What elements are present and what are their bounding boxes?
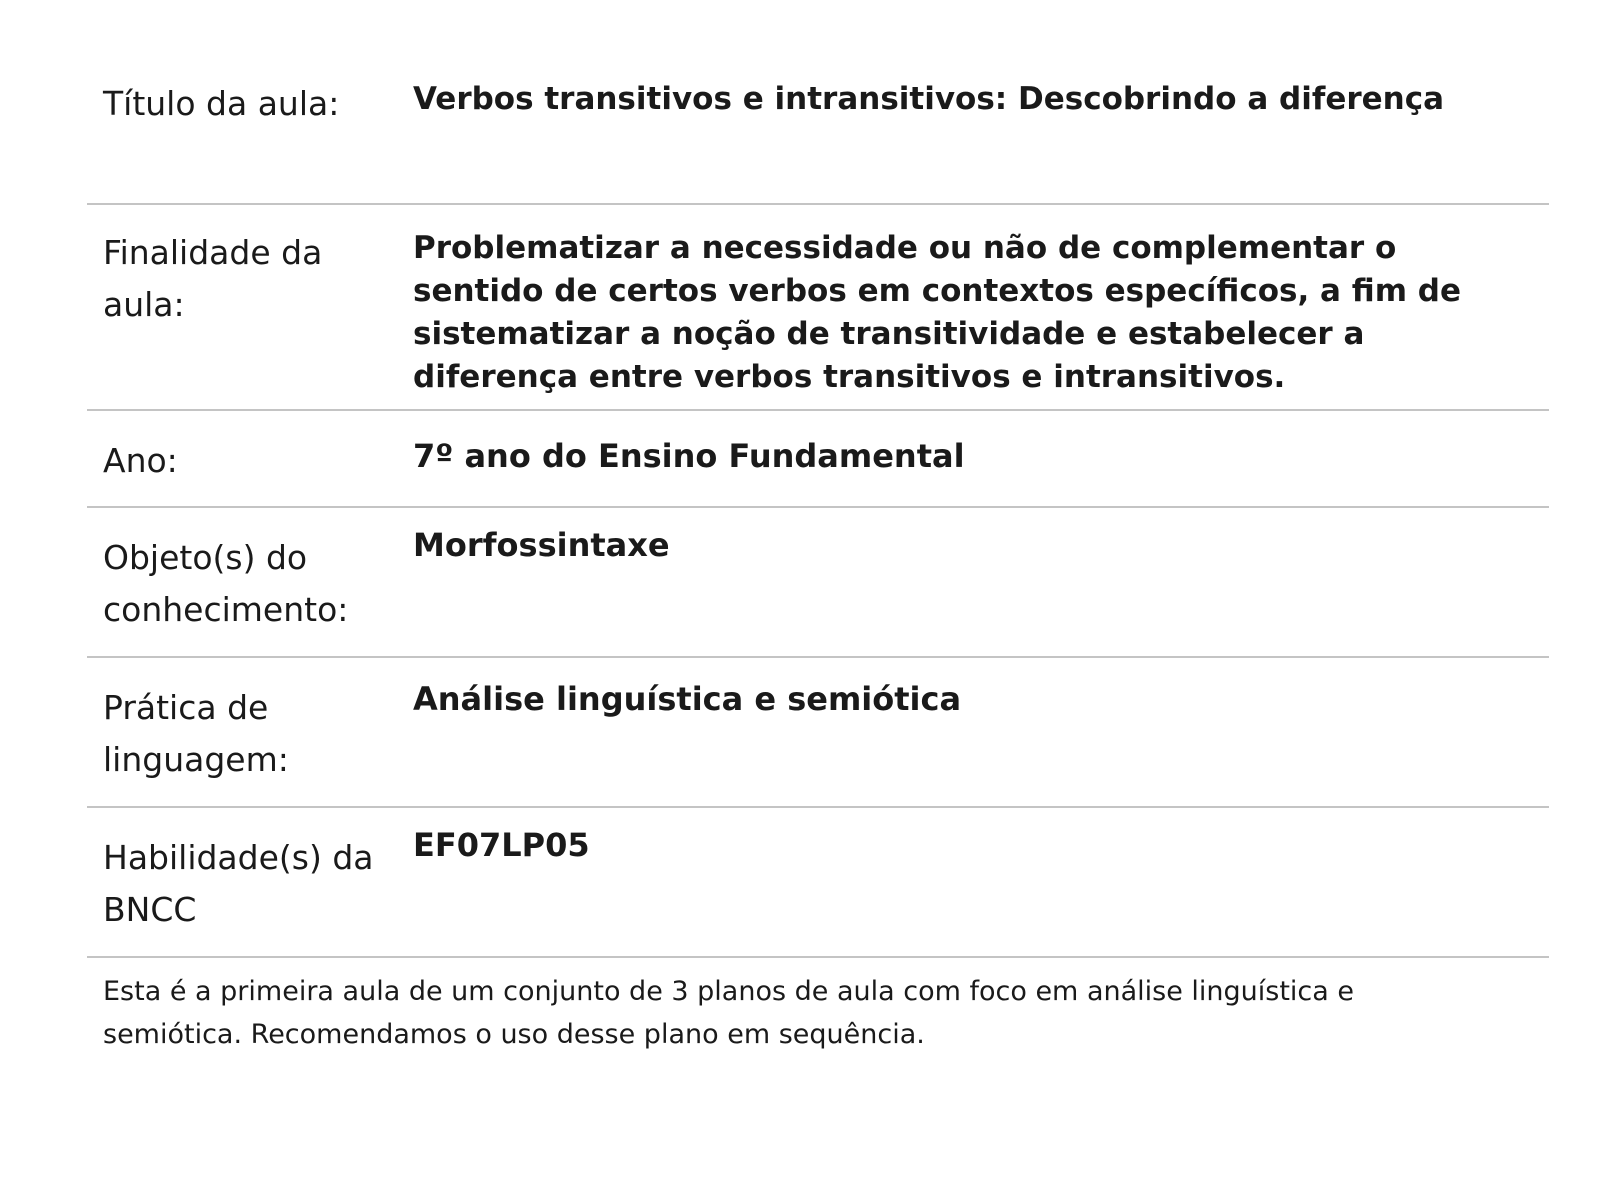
lesson-title-value: Verbos transitivos e intransitivos: Descobrindo a diferença	[413, 81, 1445, 117]
language-practice-label: Prática de linguagem:	[103, 688, 289, 779]
lesson-plan-sheet	[87, 0, 1549, 1056]
language-practice-value: Análise linguística e semiótica	[413, 680, 962, 718]
row-lesson-title	[87, 0, 1549, 205]
knowledge-object-value: Morfossintaxe	[413, 526, 670, 564]
lesson-purpose-label: Finalidade da aula:	[103, 233, 323, 324]
row-grade	[87, 411, 1549, 508]
row-bncc-skills	[87, 808, 1549, 958]
footer-note: Esta é a primeira aula de um conjunto de 3 planos de aula com foco em análise linguística e semiótica. Recomendamos o uso desse plano em sequência.	[103, 976, 1355, 1050]
knowledge-object-label: Objeto(s) do conhecimento:	[103, 538, 349, 629]
bncc-skills-label: Habilidade(s) da BNCC	[103, 838, 374, 929]
row-lesson-purpose	[87, 205, 1549, 411]
row-language-practice	[87, 658, 1549, 808]
lesson-purpose-value: Problematizar a necessidade ou não de complementar o sentido de certos verbos em contextos específicos, a fim de sistematizar a noção de transitividade e estabelecer a diferença entre verbos transitivos e intransitivos.	[413, 230, 1462, 395]
lesson-title-label: Título da aula:	[103, 84, 340, 123]
grade-label: Ano:	[103, 441, 178, 480]
grade-value: 7º ano do Ensino Fundamental	[413, 437, 965, 475]
bncc-skills-value: EF07LP05	[413, 826, 590, 864]
row-knowledge-object	[87, 508, 1549, 658]
